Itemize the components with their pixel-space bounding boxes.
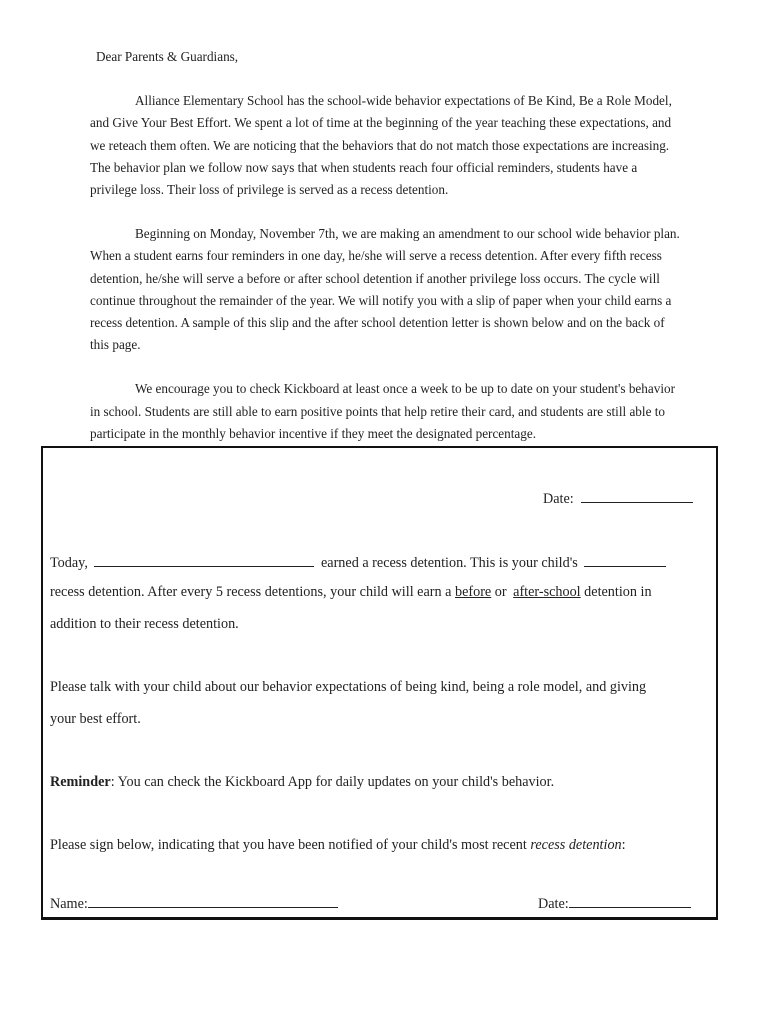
reminder-text: : You can check the Kickboard App for daily updates on your child's behavior. (110, 774, 555, 790)
sign-colon: : (621, 837, 626, 853)
date-line[interactable] (581, 488, 693, 503)
reminder-row (50, 774, 554, 791)
name-signature-line[interactable] (88, 893, 338, 908)
recess-detention-slip (41, 446, 718, 920)
date2-line[interactable] (569, 893, 691, 908)
line2-text-a: recess detention. After every 5 recess detentions, your child will earn a (50, 584, 452, 600)
reminder-label: Reminder (50, 774, 111, 790)
before-word: before (455, 584, 492, 600)
slip-date-row (543, 488, 693, 508)
date-label: Date: (543, 491, 574, 507)
paragraph-expectations: Alliance Elementary School has the school-wide behavior expectations of Be Kind, Be a Role Model, and Give Your Best Effort. We spent a lot of time at the beginning of the year teaching these expectations, and we reteach them often. We are noticing that the behaviors that do not match those expectations are increasing. The behavior plan we follow now says that when students reach four official reminders, students have a privilege loss. Their loss of privilege is served as a recess detention. (90, 93, 672, 198)
earned-text: earned a recess detention. This is your child's (320, 555, 578, 571)
signature-name-row (50, 893, 338, 913)
date2-label: Date: (538, 896, 569, 912)
student-name-line[interactable] (94, 552, 314, 567)
detention-count-line[interactable] (584, 552, 666, 567)
slip-today-row (50, 552, 666, 572)
name-label: Name: (50, 896, 88, 912)
sign-row (50, 837, 626, 854)
signature-date-row (538, 893, 691, 913)
today-label: Today, (50, 555, 88, 571)
slip-line2 (50, 584, 652, 601)
after-school-word: after-school (513, 584, 581, 600)
sign-italic: recess detention (530, 837, 622, 853)
talk-line-1: Please talk with your child about our behavior expectations of being kind, being a role model, and giving (50, 679, 647, 695)
paragraph-amendment: Beginning on Monday, November 7th, we are making an amendment to our school wide behavior plan. When a student earns four reminders in one day, he/she will serve a recess detention. After every fifth recess detention, he/she will serve a before or after school detention if another privilege loss occurs. The cycle will continue throughout the remainder of the year. We will notify you with a slip of paper when your child earns a recess detention. A sample of this slip and the after school detention letter is shown below and on the back of this page. (90, 226, 680, 353)
letter-body (90, 46, 680, 467)
or-word: or (494, 584, 507, 600)
talk-line-2: your best effort. (50, 711, 141, 727)
paragraph-kickboard: We encourage you to check Kickboard at least once a week to be up to date on your student's behavior in school. Students are still able to earn positive points that help retire their card, and students are still able to participate in the monthly behavior incentive if they meet the designated percentage. (90, 381, 675, 441)
line2-text-b: detention in (584, 584, 652, 600)
sign-text: Please sign below, indicating that you have been notified of your child's most recent (50, 837, 527, 853)
slip-line3: addition to their recess detention. (50, 616, 239, 632)
salutation: Dear Parents & Guardians, (96, 49, 239, 64)
